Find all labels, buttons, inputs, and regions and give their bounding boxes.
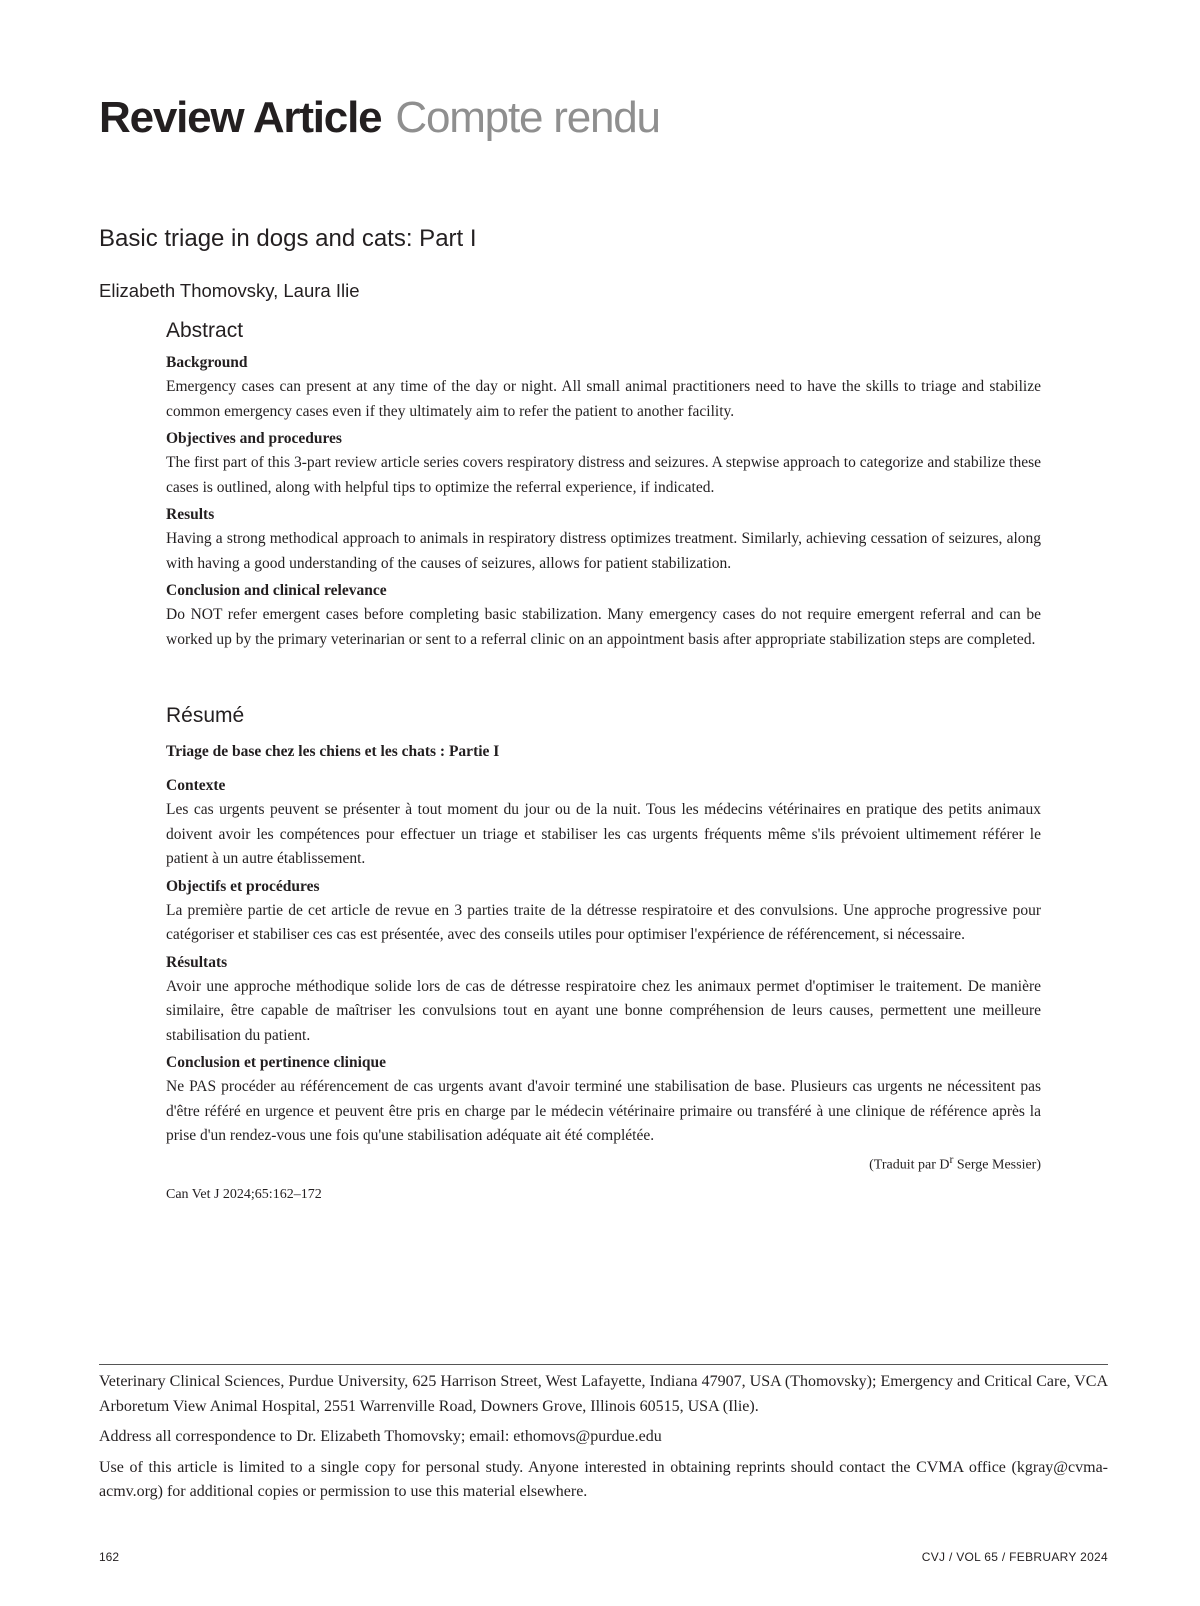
masthead-label-english: Review Article — [99, 93, 382, 142]
resume-conclusion-heading: Conclusion et pertinence clinique — [166, 1054, 387, 1072]
abstract-conclusion-heading: Conclusion and clinical relevance — [166, 582, 387, 600]
author-list: Elizabeth Thomovsky, Laura Ilie — [99, 280, 360, 301]
abstract-heading: Abstract — [166, 319, 244, 342]
usage-note: Use of this article is limited to a single copy for personal study. Anyone interested in obtaining reprints should contact the CVMA office (kgray@cvma-acmv.org) for additional copies or permission to use this material elsewhere. — [99, 1458, 1108, 1500]
abstract-objectives-text: The first part of this 3-part review article series covers respiratory distress and seizures. A stepwise approach to categorize and stabilize these cases is outlined, along with helpful tips to optimize the referral experience, if indicated. — [166, 454, 1041, 496]
footnotes — [99, 1370, 1108, 1511]
footnote-divider — [99, 1364, 1108, 1365]
author-affiliations: Veterinary Clinical Sciences, Purdue University, 625 Harrison Street, West Lafayette, Indiana 47907, USA (Thomovsky); Emergency and Critical Care, VCA Arboretum View Animal Hospital, 2551 Warrenville Road, Downers Grove, Illinois 60515, USA (Ilie). — [99, 1373, 1108, 1415]
resume-contexte-heading: Contexte — [166, 777, 226, 795]
masthead-label-french: Compte rendu — [395, 93, 660, 142]
abstract-results-text: Having a strong methodical approach to animals in respiratory distress optimizes treatment. Similarly, achieving cessation of seizures, along with having a good understanding of the causes of seizures, allows for patient stabilization. — [166, 530, 1041, 572]
abstract-objectives-heading: Objectives and procedures — [166, 430, 342, 448]
resume-contexte-text: Les cas urgents peuvent se présenter à tout moment du jour ou de la nuit. Tous les médecins vétérinaires en pratique des petits animaux doivent avoir les compétences pour effectuer un triage et stabiliser les cas urgents fréquents même s'ils prévoient ultimement référer le patient à un autre établissement. — [166, 801, 1041, 868]
resume-title: Triage de base chez les chiens et les chats : Partie I — [166, 743, 500, 761]
page-number: 162 — [99, 1550, 120, 1564]
resume-resultats-text: Avoir une approche méthodique solide lors de cas de détresse respiratoire chez les animaux permet d'optimiser le traitement. De manière similaire, être capable de maîtriser les convulsions tout en ayant une bonne compréhension de leurs causes, permettent une meilleure stabilisation du patient. — [166, 977, 1041, 1044]
resume-conclusion-text: Ne PAS procéder au référencement de cas urgents avant d'avoir terminé une stabilisation de base. Plusieurs cas urgents ne nécessitent pas d'être référé en urgence et peuvent être pris en charge par le médecin vétérinaire primaire ou transféré à une clinique de référence après la prise d'un rendez-vous une fois qu'une stabilisation adéquate ait été complétée. — [166, 1078, 1041, 1145]
resume-heading: Résumé — [166, 704, 245, 727]
abstract-block — [166, 318, 1041, 655]
journal-citation: Can Vet J 2024;65:162–172 — [166, 1187, 322, 1203]
abstract-background-text: Emergency cases can present at any time of the day or night. All small animal practitioners need to have the skills to triage and stabilize common emergency cases even if they ultimately aim to refer the patient to another facility. — [166, 378, 1041, 420]
abstract-background-heading: Background — [166, 354, 248, 372]
journal-issue-reference: CVJ / VOL 65 / FEBRUARY 2024 — [921, 1550, 1108, 1564]
translator-name: Serge Messier) — [953, 1157, 1041, 1173]
resume-resultats-heading: Résultats — [166, 953, 228, 971]
resume-block — [166, 703, 1041, 1203]
translator-title-superscript: r — [949, 1152, 954, 1166]
resume-objectifs-heading: Objectifs et procédures — [166, 877, 320, 895]
article-title: Basic triage in dogs and cats: Part I — [99, 225, 477, 252]
translator-prefix: (Traduit par D — [869, 1157, 950, 1173]
abstract-results-heading: Results — [166, 506, 215, 524]
section-masthead — [99, 93, 660, 142]
correspondence-note: Address all correspondence to Dr. Elizabeth Thomovsky; email: ethomovs@purdue.edu — [99, 1428, 662, 1445]
translator-credit — [166, 1153, 1041, 1174]
resume-objectifs-text: La première partie de cet article de revue en 3 parties traite de la détresse respiratoire et des convulsions. Une approche progressive pour catégoriser et stabiliser ces cas est présentée, avec des conseils utiles pour optimiser l'expérience de référencement, si nécessaire. — [166, 901, 1041, 944]
abstract-conclusion-text: Do NOT refer emergent cases before completing basic stabilization. Many emergency cases do not require emergent referral and can be worked up by the primary veterinarian or sent to a referral clinic on an appointment basis after appropriate stabilization steps are completed. — [166, 606, 1041, 648]
